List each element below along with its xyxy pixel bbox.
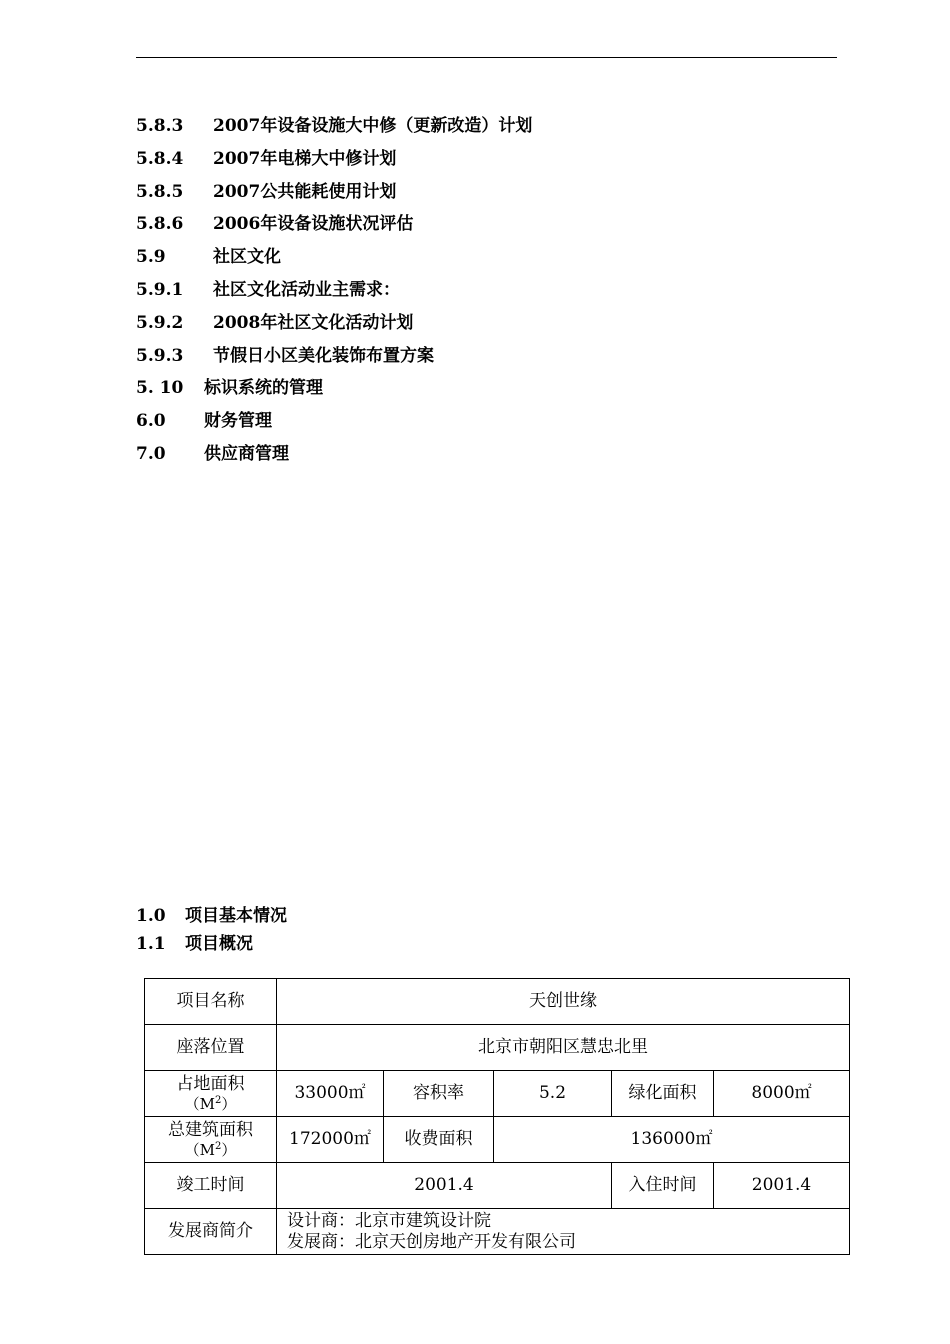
location-label: 座落位置 [145, 1025, 277, 1071]
toc-item[interactable] [136, 309, 532, 342]
table-of-contents [136, 112, 532, 473]
occupancy-label: 入住时间 [612, 1163, 714, 1209]
completion-label: 竣工时间 [145, 1163, 277, 1209]
toc-item[interactable] [136, 210, 532, 243]
toc-number: 5.8.4 [136, 148, 184, 169]
toc-item[interactable] [136, 374, 532, 407]
project-name-label: 项目名称 [145, 979, 277, 1025]
table-row [145, 1071, 850, 1117]
section-heading [136, 932, 253, 956]
toc-number: 5.8.5 [136, 181, 184, 202]
toc-number: 5.9 [136, 247, 166, 268]
header-rule [136, 57, 837, 58]
completion-value: 2001.4 [277, 1163, 612, 1209]
plot-ratio-value: 5.2 [494, 1071, 612, 1117]
land-area-unit: $(M^2)$ [184, 1095, 237, 1113]
toc-item[interactable] [136, 440, 532, 473]
building-area-label-cell [145, 1117, 277, 1163]
toc-number: 6.0 [136, 411, 166, 432]
toc-title: 节假日小区美化装饰布置方案 [213, 345, 434, 366]
toc-title: 标识系统的管理 [204, 378, 323, 399]
location-value: 北京市朝阳区慧忠北里 [277, 1025, 850, 1071]
toc-item[interactable] [136, 276, 532, 309]
toc-title: 社区文化活动业主需求： [213, 279, 400, 300]
toc-title: 2007公共能耗使用计划 [213, 181, 397, 202]
toc-number: 5.8.6 [136, 214, 184, 235]
land-area-label-cell [145, 1071, 277, 1117]
toc-item[interactable] [136, 243, 532, 276]
charge-area-value: 136000㎡ [494, 1117, 850, 1163]
section-number: 1.1 [136, 934, 166, 954]
table-row [145, 979, 850, 1025]
toc-title: 社区文化 [213, 247, 281, 268]
toc-item[interactable] [136, 407, 532, 440]
table-row [145, 1163, 850, 1209]
table-row [145, 1025, 850, 1071]
toc-number: 5.9.2 [136, 312, 184, 333]
land-area-label: 占地面积 [176, 1074, 245, 1094]
toc-title: 2007年电梯大中修计划 [213, 148, 397, 169]
section-title: 项目概况 [185, 934, 253, 954]
toc-item[interactable] [136, 178, 532, 211]
toc-title: 财务管理 [204, 411, 272, 432]
building-area-label: 总建筑面积 [168, 1120, 253, 1140]
building-area-value: 172000㎡ [277, 1117, 384, 1163]
developer-info [277, 1209, 850, 1255]
toc-item[interactable] [136, 145, 532, 178]
section-title: 项目基本情况 [185, 906, 287, 926]
toc-item[interactable] [136, 112, 532, 145]
toc-title: 2008年社区文化活动计划 [213, 312, 414, 333]
plot-ratio-label: 容积率 [384, 1071, 494, 1117]
occupancy-value: 2001.4 [714, 1163, 850, 1209]
toc-title: 2006年设备设施状况评估 [213, 214, 414, 235]
toc-title: 2007年设备设施大中修（更新改造）计划 [213, 116, 533, 136]
toc-title: 供应商管理 [204, 443, 289, 464]
toc-number: 5.9.3 [136, 345, 184, 366]
developer-label: 发展商简介 [145, 1209, 277, 1255]
table-row [145, 1117, 850, 1163]
table-row [145, 1209, 850, 1255]
developer-line: 发展商：北京天创房地产开发有限公司 [287, 1231, 576, 1252]
building-area-unit: $(M^2)$ [184, 1141, 237, 1159]
toc-number: 7.0 [136, 443, 166, 464]
project-info-table [144, 978, 850, 1255]
green-area-label: 绿化面积 [612, 1071, 714, 1117]
project-name-value: 天创世缘 [277, 979, 850, 1025]
designer-line: 设计商：北京市建筑设计院 [287, 1210, 491, 1231]
toc-number: 5.8.3 [136, 116, 184, 136]
section-heading [136, 904, 287, 928]
charge-area-label: 收费面积 [384, 1117, 494, 1163]
green-area-value: 8000㎡ [714, 1071, 850, 1117]
toc-item[interactable] [136, 342, 532, 375]
toc-number: 5. 10 [136, 378, 184, 399]
section-number: 1.0 [136, 906, 166, 926]
land-area-value: 33000㎡ [277, 1071, 384, 1117]
toc-number: 5.9.1 [136, 279, 184, 300]
